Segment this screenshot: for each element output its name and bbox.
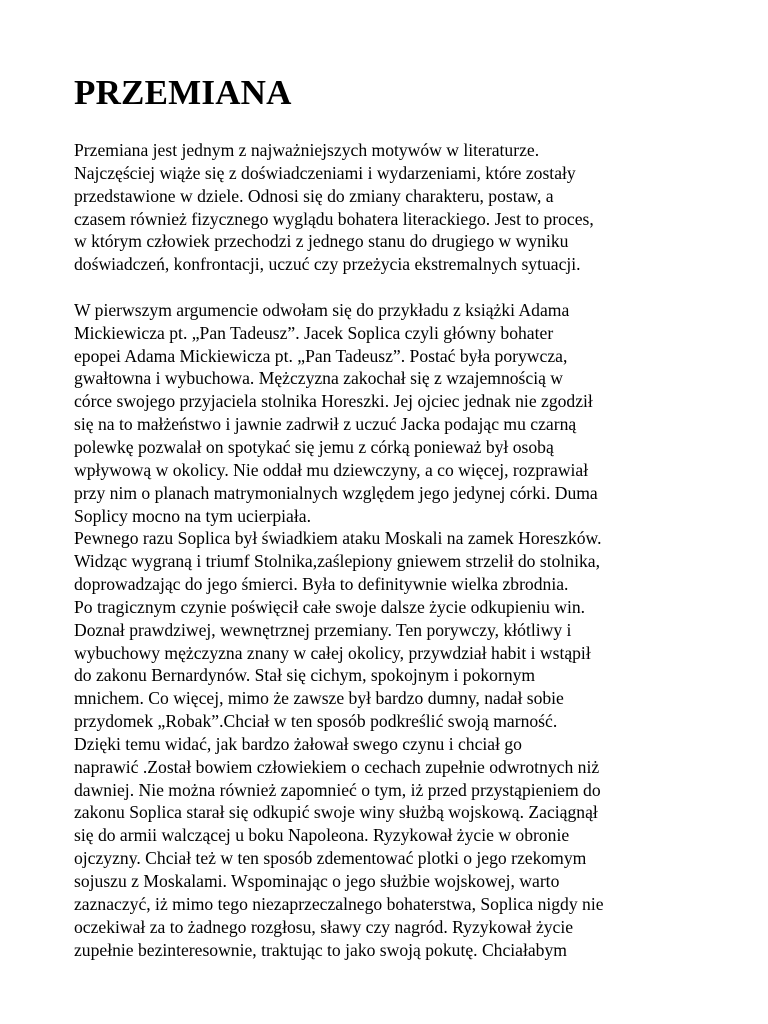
text-line: dawniej. Nie można również zapomnieć o tym, iż przed przystąpieniem do: [74, 779, 601, 800]
text-line: mnichem. Co więcej, mimo że zawsze był bardzo dumny, nadał sobie: [74, 688, 564, 709]
text-line: się do armii walczącej u boku Napoleona. Ryzykował życie w obronie: [74, 825, 570, 846]
text-line: oczekiwał za to żadnego rozgłosu, sławy czy nagród. Ryzykował życie: [74, 916, 574, 937]
text-line: Najczęściej wiąże się z doświadczeniami i wydarzeniami, które zostały: [74, 162, 576, 183]
text-line: Mickiewicza pt. „Pan Tadeusz”. Jacek Soplica czyli główny bohater: [74, 322, 554, 343]
text-line: Dzięki temu widać, jak bardzo żałował swego czynu i chciał go: [74, 733, 522, 754]
paragraph-argument: [74, 299, 714, 961]
text-line: córce swojego przyjaciela stolnika Horeszki. Jej ojciec jednak nie zgodził: [74, 391, 593, 412]
text-line: zakonu Soplica starał się odkupić swoje winy służbą wojskową. Zaciągnął: [74, 802, 598, 823]
text-line: doświadczeń, konfrontacji, uczuć czy przeżycia ekstremalnych sytuacji.: [74, 254, 581, 275]
paragraph-spacer: [74, 276, 714, 299]
document-title: PRZEMIANA: [74, 73, 292, 112]
text-line: doprowadzając do jego śmierci. Była to definitywnie wielka zbrodnia.: [74, 574, 569, 595]
text-line: ojczyzny. Chciał też w ten sposób zdementować plotki o jego rzekomym: [74, 848, 587, 869]
document-page: [74, 70, 714, 961]
text-line: wybuchowy mężczyzna znany w całej okolicy, przywdział habit i wstąpił: [74, 642, 591, 663]
text-line: sojuszu z Moskalami. Wspominając o jego służbie wojskowej, warto: [74, 871, 560, 891]
text-line: przy nim o planach matrymonialnych względem jego jedynej córki. Duma: [74, 482, 598, 503]
text-line: w którym człowiek przechodzi z jednego stanu do drugiego w wyniku: [74, 231, 569, 252]
text-line: się na to małżeństwo i jawnie zadrwił z uczuć Jacka podając mu czarną: [74, 414, 577, 435]
text-line: czasem również fizycznego wyglądu bohatera literackiego. Jest to proces,: [74, 208, 594, 229]
text-line: zaznaczyć, iż mimo tego niezaprzeczalnego bohaterstwa, Soplica nigdy nie: [74, 893, 604, 914]
text-line: gwałtowna i wybuchowa. Mężczyzna zakochał się z wzajemnością w: [74, 368, 563, 389]
text-line: Soplicy mocno na tym ucierpiała.: [74, 505, 311, 526]
text-line: W pierwszym argumencie odwołam się do przykładu z książki Adama: [74, 299, 570, 320]
text-line: Przemiana jest jednym z najważniejszych motywów w literaturze.: [74, 140, 540, 160]
text-line: epopei Adama Mickiewicza pt. „Pan Tadeusz”. Postać była porywcza,: [74, 345, 568, 366]
text-line: Po tragicznym czynie poświęcił całe swoje dalsze życie odkupieniu win.: [74, 596, 586, 617]
text-line: polewkę pozwalał on spotykać się jemu z córką ponieważ był osobą: [74, 436, 554, 457]
text-line: naprawić .Został bowiem człowiekiem o cechach zupełnie odwrotnych niż: [74, 756, 600, 777]
text-line: Pewnego razu Soplica był świadkiem ataku Moskali na zamek Horeszków.: [74, 528, 602, 549]
paragraph-intro: [74, 139, 714, 276]
text-line: Widząc wygraną i triumf Stolnika,zaślepiony gniewem strzelił do stolnika,: [74, 551, 600, 572]
text-line: przedstawione w dziele. Odnosi się do zmiany charakteru, postaw, a: [74, 185, 554, 206]
text-line: wpływową w okolicy. Nie oddał mu dziewczyny, a co więcej, rozprawiał: [74, 459, 589, 480]
text-line: przydomek „Robak”.Chciał w ten sposób podkreślić swoją marność.: [74, 711, 558, 732]
text-line: Doznał prawdziwej, wewnętrznej przemiany. Ten porywczy, kłótliwy i: [74, 619, 572, 640]
text-line: zupełnie bezinteresownie, traktując to jako swoją pokutę. Chciałabym: [74, 939, 567, 960]
text-line: do zakonu Bernardynów. Stał się cichym, spokojnym i pokornym: [74, 665, 536, 686]
